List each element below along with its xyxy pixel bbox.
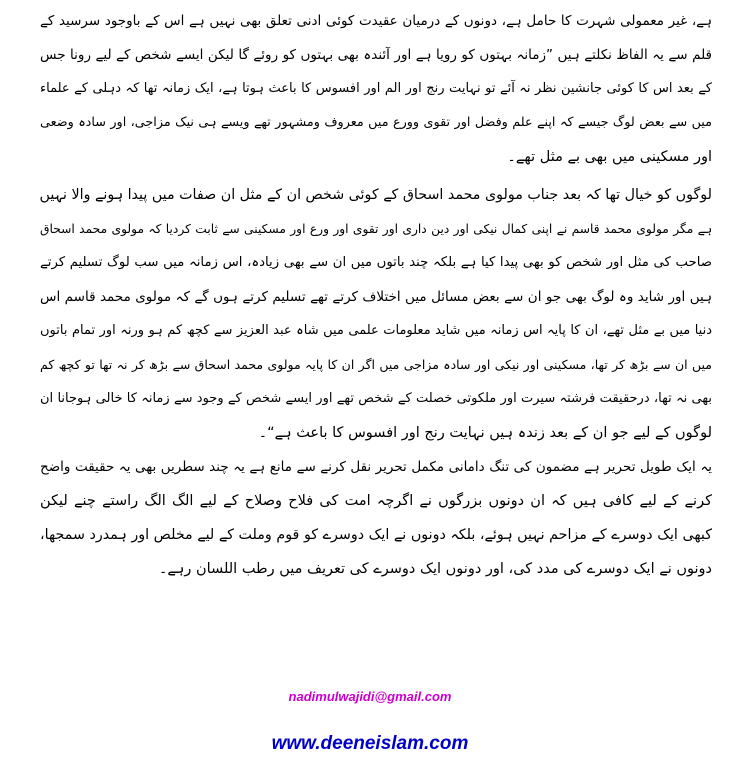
paragraph-3 <box>40 450 712 586</box>
text-line: میں ان سے بڑھ کر تھا، مسکینی اور نیکی اور سادہ مزاجی میں اگر ان کا پایہ مولوی محمد اسحاق سے بڑھ کر نہ تھا تو کچھ کم <box>40 357 712 372</box>
article-body <box>40 4 712 586</box>
text-line: کے بعد اس کا کوئی جانشین نظر نہ آئے تو نہایت رنج اور الم اور افسوس کا باعث ہوتا ہے، ایک زمانہ تھا کہ دہلی کے علماء <box>40 81 712 96</box>
paragraph-1 <box>40 4 712 174</box>
text-line: ہیں اور شاید وہ لوگ بھی جو ان سے بعض مسائل میں اختلاف کرتے تھے تسلیم کرتے ہوں گے کہ مولوی محمد قاسم اس <box>40 289 712 305</box>
text-line: میں سے بعض لوگ جیسے کہ اپنے علم وفضل اور تقوی وورع میں معروف ومشہور تھے ویسے ہی نیک مزاجی، اور سادہ وضعی <box>40 115 712 130</box>
text-line: کبھی ایک دوسرے کے مزاحم نہیں ہوئے، بلکہ دونوں نے ایک دوسرے کو قوم وملت کے لیے مخلص اور ہمدرد سمجھا، <box>40 527 712 543</box>
text-line: ہے مگر مولوی محمد قاسم نے اپنی کمال نیکی اور دین داری اور تقوی اور ورع اور مسکینی سے ثابت کردیا کہ مولوی محمد اسحاق <box>40 222 712 236</box>
text-line: اور مسکینی میں بھی بے مثل تھے۔ <box>507 149 712 165</box>
text-line: کرنے کے لیے کافی ہیں کہ ان دونوں بزرگوں نے اگرچہ امت کی فلاح وصلاح کے لیے الگ الگ راستے چنے لیکن <box>40 493 712 509</box>
paragraph-2 <box>40 178 712 450</box>
text-line: یہ ایک طویل تحریر ہے مضمون کی تنگ دامانی مکمل تحریر نقل کرنے سے مانع ہے یہ چند سطریں بھی یہ حقیقت واضح <box>40 459 712 475</box>
footer-website-link[interactable]: www.deeneislam.com <box>271 733 469 754</box>
text-line: دنیا میں بے مثل تھے، ان کا پایہ اس زمانہ میں شاید معلومات علمی میں شاہ عبد العزیز سے کچھ کم ہو ورنہ اور تمام باتوں <box>40 323 712 338</box>
text-line: ہے، غیر معمولی شہرت کا حامل ہے، دونوں کے درمیان عقیدت کوئی ادنی تعلق بھی نہیں ہے اس کے باوجود سرسید کے <box>40 13 712 29</box>
text-line: لوگوں کو خیال تھا کہ بعد جناب مولوی محمد اسحاق کے کوئی شخص ان کے مثل ان صفات میں پیدا ہونے والا نہیں <box>40 187 712 203</box>
text-line: قلم سے یہ الفاظ نکلتے ہیں ”زمانہ بہتوں کو رویا ہے اور آئندہ بھی بہتوں کو روئے گا لیکن ایسے شخص کے لیے رونا جس <box>40 47 712 63</box>
text-line: صاحب کی مثل اور شخص کو بھی پیدا کیا ہے بلکہ چند باتوں میں ان سے بھی زیادہ، اس زمانہ میں سب لوگ تسلیم کرتے <box>40 255 712 270</box>
footer-email[interactable]: nadimulwajidi@gmail.com <box>288 689 452 704</box>
text-line: بھی نہ تھا، درحقیقت فرشتہ سیرت اور ملکوتی خصلت کے شخص تھے اور ایسے شخص کے وجود سے زمانہ کا خالی ہوجانا ان <box>40 391 712 406</box>
text-line: لوگوں کے لیے جو ان کے بعد زندہ ہیں نہایت رنج اور افسوس کا باعث ہے“۔ <box>258 425 712 441</box>
text-line: دونوں نے ایک دوسرے کی مدد کی، اور دونوں ایک دوسرے کی تعریف میں رطب اللسان رہے۔ <box>158 561 712 577</box>
